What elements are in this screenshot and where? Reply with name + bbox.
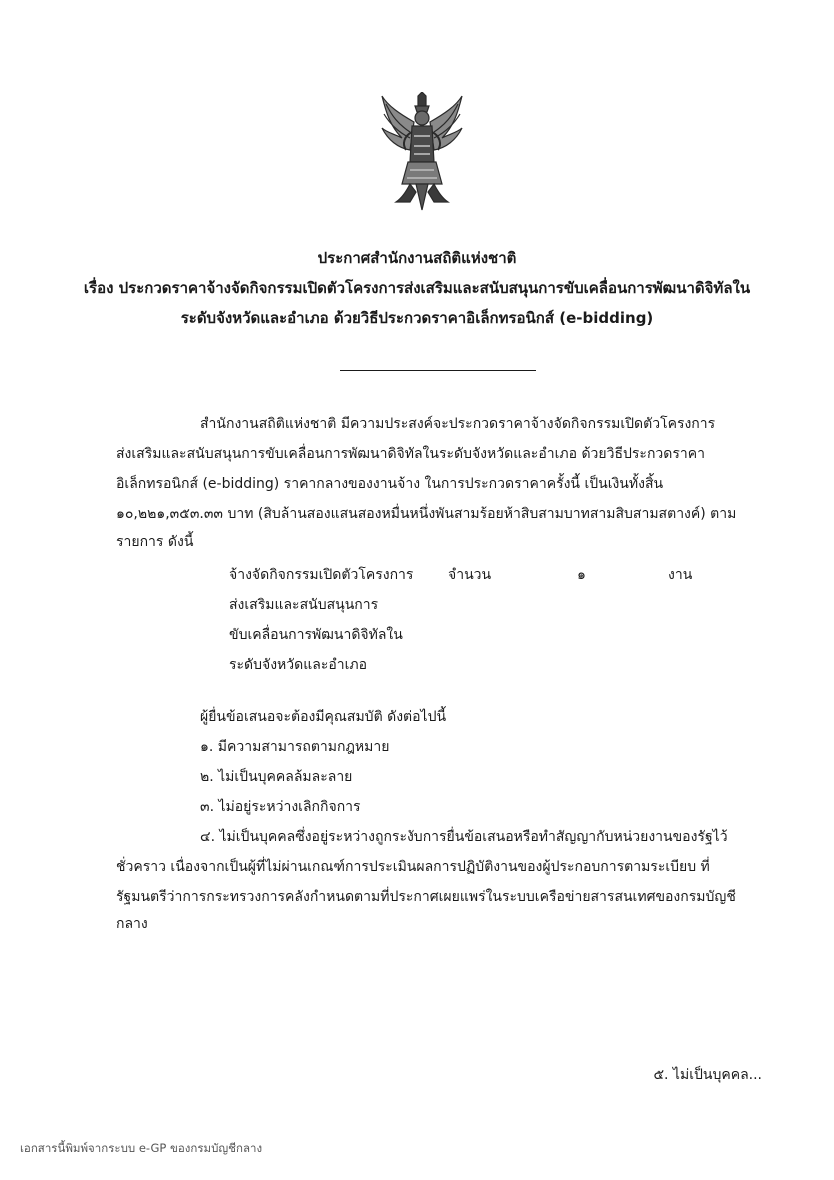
intro-line-2: ส่งเสริมและสนับสนุนการขับเคลื่อนการพัฒนาดิจิทัลในระดับจังหวัดและอำเภอ ด้วยวิธีประกวดราคา bbox=[116, 446, 705, 462]
qualification-item-4-line-4: กลาง bbox=[116, 916, 148, 932]
announcement-title: ประกาศสำนักงานสถิติแห่งชาติ bbox=[317, 249, 517, 267]
intro-line-5: รายการ ดังนี้ bbox=[116, 534, 194, 550]
qualification-item-1: ๑. มีความสามารถตามกฎหมาย bbox=[200, 739, 390, 755]
qualification-item-4-line-1: ๔. ไม่เป็นบุคคลซึ่งอยู่ระหว่างถูกระงับการยื่นข้อเสนอหรือทำสัญญากับหน่วยงานของรัฐไว้ bbox=[200, 829, 728, 845]
announcement-subject-line1: เรื่อง ประกวดราคาจ้างจัดกิจกรรมเปิดตัวโครงการส่งเสริมและสนับสนุนการขับเคลื่อนการพัฒนาดิจิทัลใน bbox=[83, 279, 751, 297]
intro-line-4: ๑๐,๒๒๑,๓๕๓.๓๓ บาท (สิบล้านสองแสนสองหมื่นหนึ่งพันสามร้อยห้าสิบสามบาทสามสิบสามสตางค์) ตาม bbox=[116, 506, 737, 522]
item-unit: งาน bbox=[668, 567, 693, 583]
announcement-subject-line2: ระดับจังหวัดและอำเภอ ด้วยวิธีประกวดราคาอิเล็กทรอนิกส์ (e-bidding) bbox=[180, 309, 654, 327]
next-page-continuation: ๕. ไม่เป็นบุคคล... bbox=[653, 1067, 762, 1083]
qualification-item-4-line-3: รัฐมนตรีว่าการกระทรวงการคลังกำหนดตามที่ประกาศเผยแพร่ในระบบเครือข่ายสารสนเทศของกรมบัญชี bbox=[116, 889, 736, 905]
intro-line-3: อิเล็กทรอนิกส์ (e-bidding) ราคากลางของงานจ้าง ในการประกวดราคาครั้งนี้ เป็นเงินทั้งสิ้น bbox=[116, 476, 664, 492]
qualification-item-2: ๒. ไม่เป็นบุคคลล้มละลาย bbox=[200, 769, 353, 785]
item-description-line-1: จ้างจัดกิจกรรมเปิดตัวโครงการ bbox=[229, 567, 414, 583]
item-quantity-value: ๑ bbox=[577, 567, 586, 583]
qualification-item-3: ๓. ไม่อยู่ระหว่างเลิกกิจการ bbox=[200, 799, 361, 815]
qualification-item-4-line-2: ชั่วคราว เนื่องจากเป็นผู้ที่ไม่ผ่านเกณฑ์การประเมินผลการปฏิบัติงานของผู้ประกอบการตามระเบียบ ที่ bbox=[116, 859, 710, 875]
title-divider bbox=[340, 370, 536, 371]
item-description-line-2: ส่งเสริมและสนับสนุนการ bbox=[229, 597, 379, 613]
item-description-line-4: ระดับจังหวัดและอำเภอ bbox=[229, 657, 368, 673]
item-quantity-label: จำนวน bbox=[448, 567, 492, 583]
intro-line-1: สำนักงานสถิติแห่งชาติ มีความประสงค์จะประกวดราคาจ้างจัดกิจกรรมเปิดตัวโครงการ bbox=[200, 416, 716, 432]
qualifications-heading: ผู้ยื่นข้อเสนอจะต้องมีคุณสมบัติ ดังต่อไปนี้ bbox=[200, 709, 447, 725]
garuda-emblem-icon bbox=[380, 92, 464, 212]
printed-from-note: เอกสารนี้พิมพ์จากระบบ e-GP ของกรมบัญชีกลาง bbox=[20, 1141, 263, 1155]
item-description-line-3: ขับเคลื่อนการพัฒนาดิจิทัลใน bbox=[229, 627, 403, 643]
